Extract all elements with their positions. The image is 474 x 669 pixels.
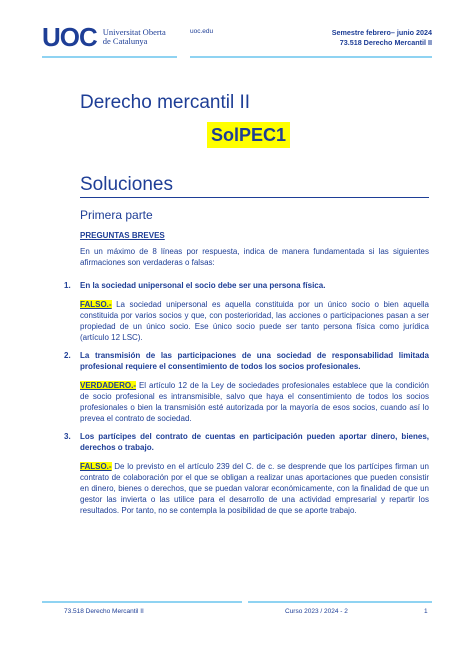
answer-text: De lo previsto en el artículo 239 del C. de c. se desprende que los partícipes firman un contrato de colaboración por el que se obligan a realizar unas aportaciones que pueden consistir en dinero, bienes o derechos, que se puedan valorar económicamente, con la finalidad de que un gestor las invierta o las utilice para el desarrollo de una actividad empresarial y repartir los resultados. Por tanto, no se contempla la posibilidad de que se aporte trabajo.	[80, 462, 429, 515]
course-label: 73.518 Derecho Mercantil II	[339, 38, 432, 47]
header-info	[332, 28, 432, 48]
logo-url[interactable]: uoc.edu	[190, 28, 214, 35]
answer-text: El artículo 12 de la Ley de sociedades profesionales establece que la condición de socio profesional es intransmisible, salvo que haya el consentimiento de todos los socios profesionales o bien la transmisión esté autorizada por la mayoría de esos socios, cuando así lo prevea el contrato de sociedad.	[80, 381, 429, 423]
part-title: Primera parte	[80, 208, 153, 222]
footer-divider	[42, 601, 432, 603]
section-title: Soluciones	[80, 174, 429, 198]
semester-label: Semestre febrero– junio 2024	[331, 28, 432, 37]
answer	[80, 299, 429, 343]
question-text: La transmisión de las participaciones de una sociedad de responsabilidad limitada profesional requiere el consentimiento de todos los socios profesionales.	[80, 351, 429, 371]
subheading: PREGUNTAS BREVES	[80, 231, 165, 240]
document-title: Derecho mercantil II	[80, 92, 251, 113]
instructions: En un máximo de 8 líneas por respuesta, indica de manera fundamentada si las siguientes afirmaciones son verdaderas o falsas:	[80, 247, 429, 267]
verdict-badge: FALSO.-	[80, 462, 112, 471]
question-number: 3.	[64, 432, 71, 441]
answer-text: La sociedad unipersonal es aquella constituida por un único socio o bien aquella constituida por varios socios y que, con posterioridad, las acciones o participaciones pasan a ser propiedad de un único socio. Ese único socio puede ser tanto persona física como jurídica (artículo 12 LSC).	[80, 300, 429, 342]
question-number: 2.	[64, 351, 71, 360]
question-1	[64, 280, 429, 343]
question-3	[64, 431, 429, 516]
logo-mark: UOC	[42, 22, 97, 52]
footer-term: Curso 2023 / 2024 - 2	[285, 608, 348, 615]
verdict-badge: FALSO.-	[80, 300, 112, 309]
question-text: En la sociedad unipersonal el socio debe ser una persona física.	[80, 281, 326, 290]
header-divider	[42, 56, 432, 58]
logo-line-1: Universitat Oberta	[102, 27, 166, 37]
logo-text	[103, 28, 166, 46]
logo-line-2: de Catalunya	[102, 36, 148, 46]
answer	[80, 461, 429, 516]
question-text: Los partícipes del contrato de cuentas en participación pueden aportar dinero, bienes, derechos o trabajo.	[80, 432, 429, 452]
page-header	[42, 24, 432, 54]
uoc-logo	[42, 24, 166, 50]
question-2	[64, 350, 429, 424]
verdict-badge: VERDADERO.-	[80, 381, 137, 390]
page-number: 1	[424, 608, 428, 615]
answer	[80, 380, 429, 424]
question-number: 1.	[64, 281, 71, 290]
footer-course: 73.518 Derecho Mercantil II	[64, 608, 144, 615]
pec-label: SolPEC1	[207, 122, 290, 148]
